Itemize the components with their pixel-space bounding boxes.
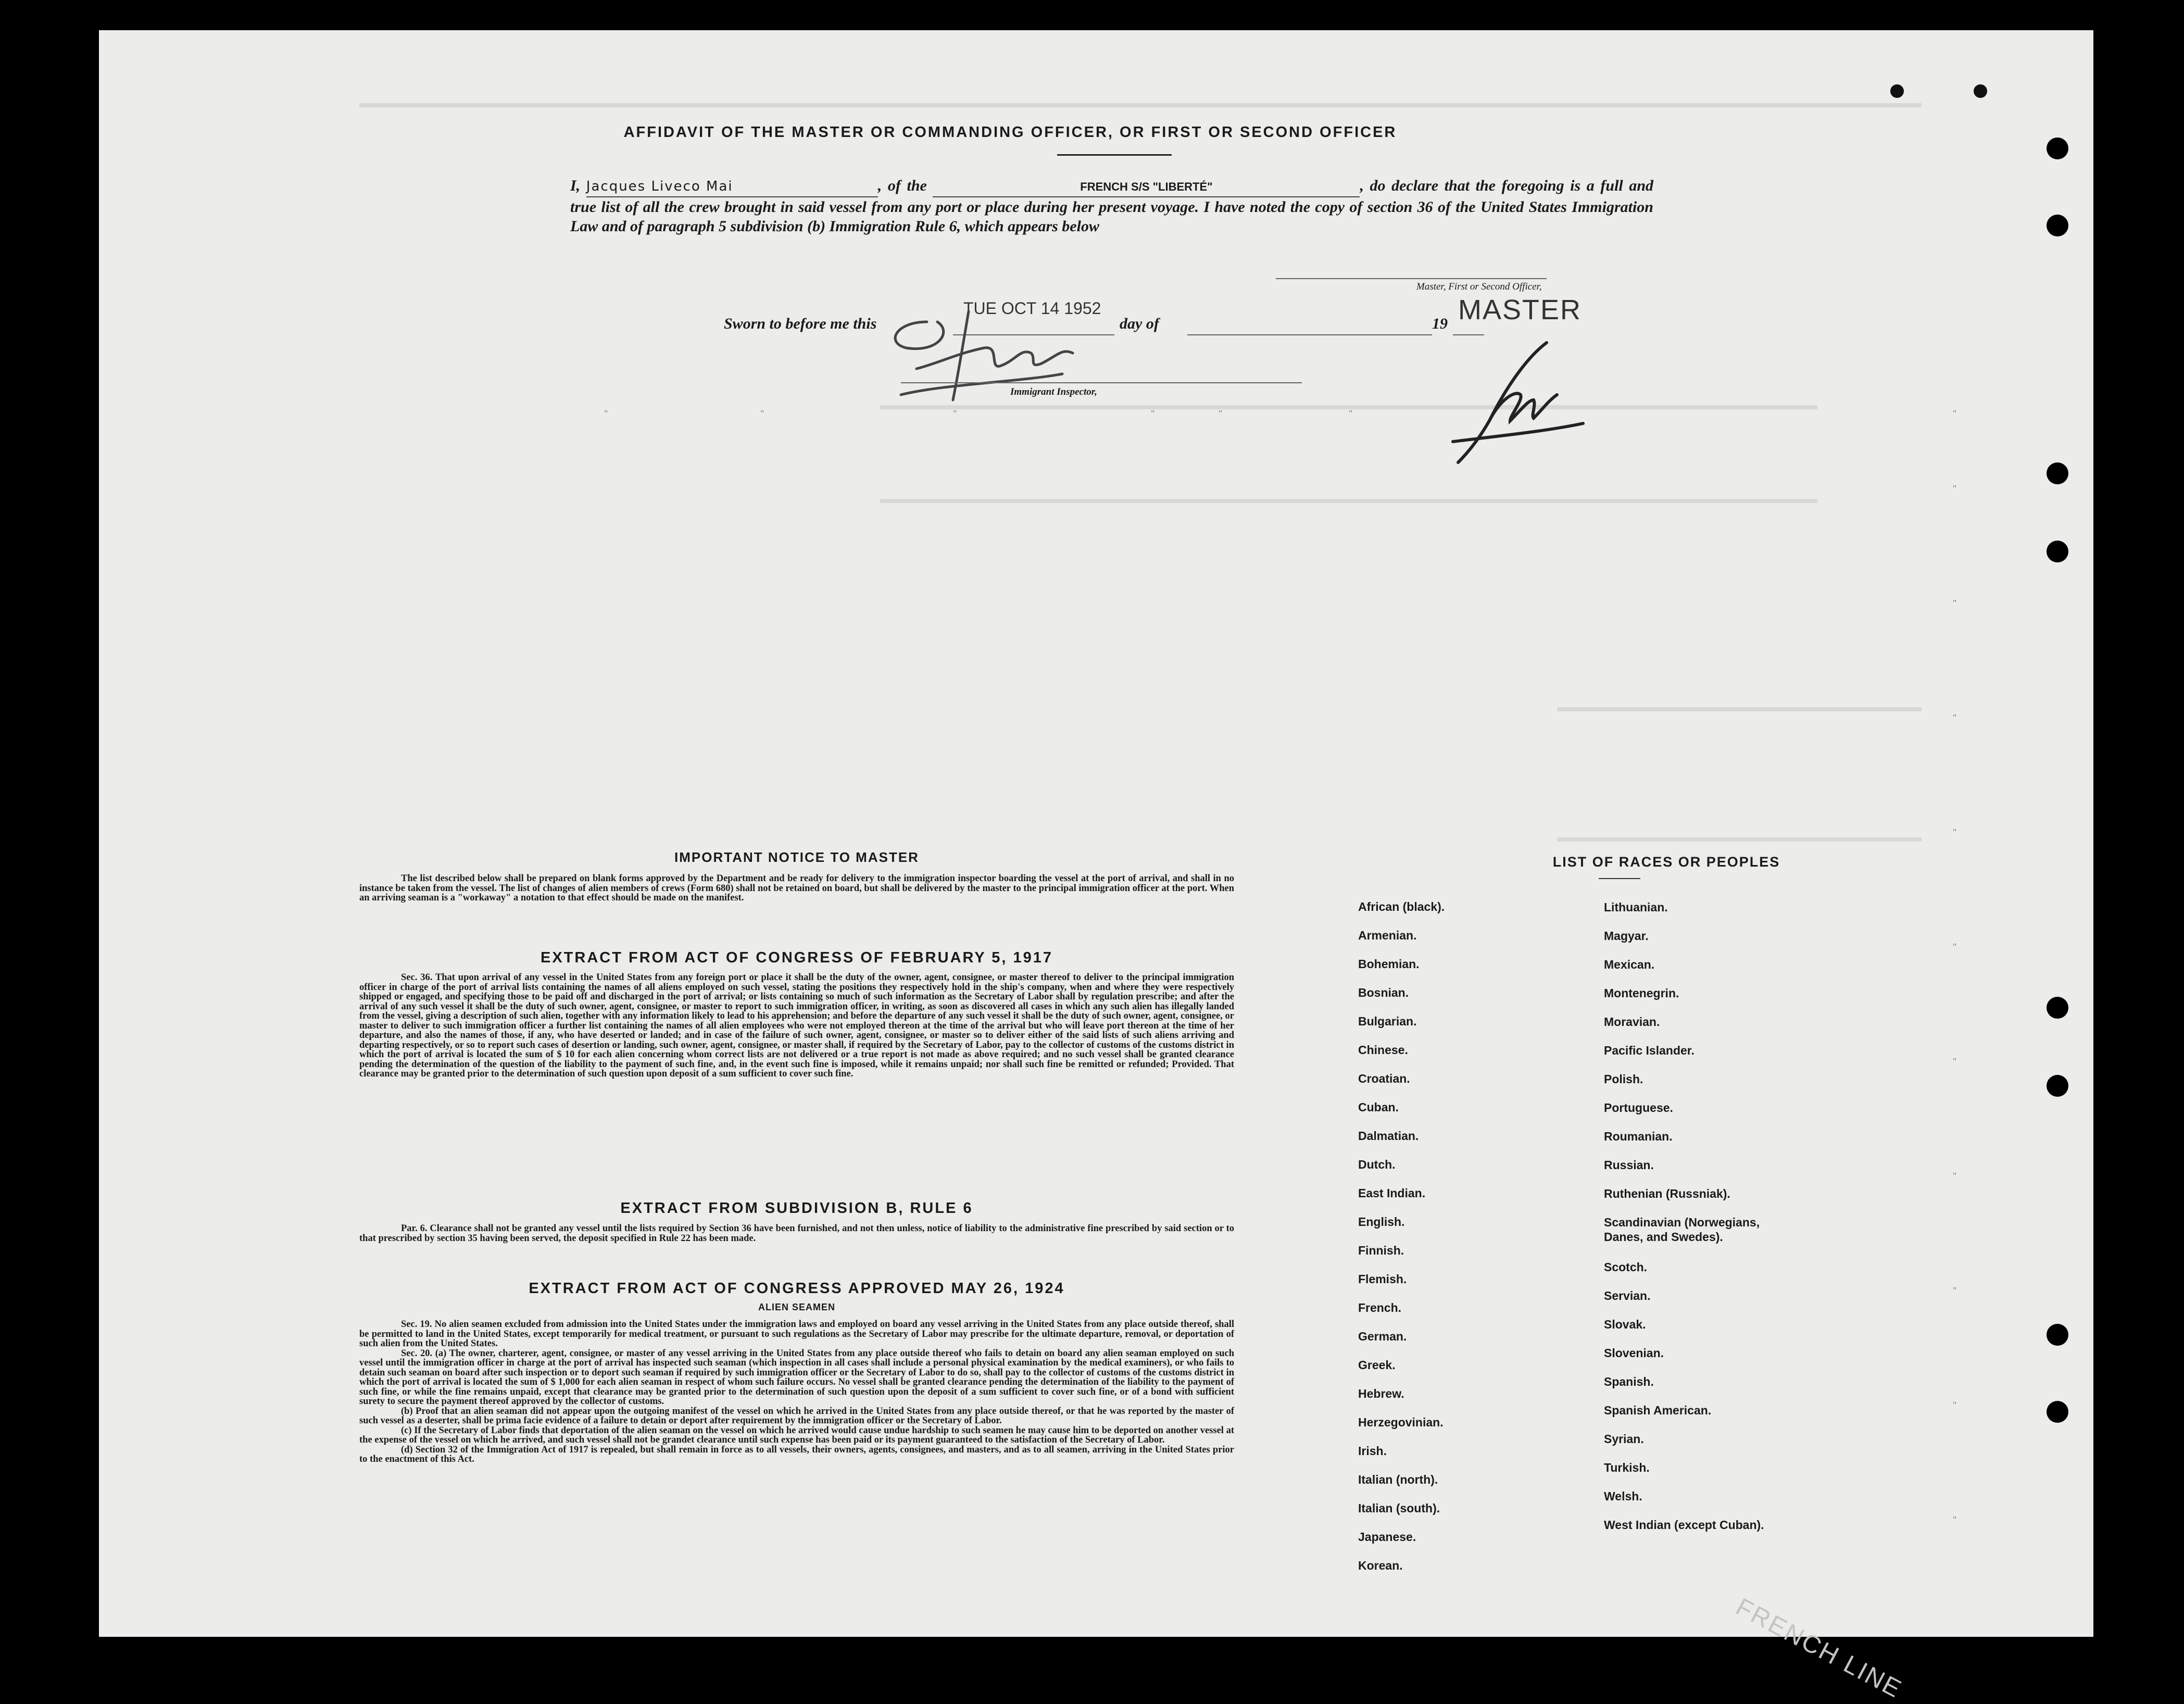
race-item: Spanish.	[1604, 1375, 1654, 1388]
pin-hole	[1890, 84, 1904, 98]
punch-hole	[2047, 541, 2068, 562]
race-item: Italian (south).	[1358, 1501, 1440, 1515]
ditto-mark: "	[1151, 408, 1155, 419]
date-stamp: TUE OCT 14 1952	[963, 299, 1101, 318]
race-item: Japanese.	[1358, 1530, 1416, 1544]
punch-hole	[2047, 462, 2068, 484]
race-item: Servian.	[1604, 1289, 1651, 1302]
race-item: Herzegovinian.	[1358, 1415, 1444, 1429]
punch-hole	[2047, 215, 2068, 236]
alien-seamen-subtitle: ALIEN SEAMEN	[758, 1302, 835, 1312]
ditto-mark: "	[1953, 1514, 1957, 1525]
race-item: Italian (north).	[1358, 1473, 1438, 1486]
ditto-mark: "	[1953, 827, 1957, 837]
punch-hole	[2047, 137, 2068, 159]
ditto-mark: "	[1953, 1400, 1957, 1410]
race-item: Armenian.	[1358, 929, 1417, 942]
ditto-mark: "	[1953, 712, 1957, 723]
punch-hole	[2047, 1075, 2068, 1097]
master-signature	[1432, 327, 1588, 468]
race-item: Cuban.	[1358, 1100, 1399, 1114]
ditto-mark: "	[1953, 483, 1957, 494]
sworn-line: Sworn to before me this	[724, 315, 877, 332]
race-item: Slovenian.	[1604, 1346, 1664, 1360]
race-item: French.	[1358, 1301, 1402, 1314]
notice-title: IMPORTANT NOTICE TO MASTER	[674, 849, 919, 865]
ditto-mark: "	[1953, 1285, 1957, 1296]
race-item: Roumanian.	[1604, 1130, 1673, 1143]
day-of-label: day of	[1120, 315, 1159, 332]
race-item: Dalmatian.	[1358, 1129, 1419, 1143]
race-item: Croatian.	[1358, 1072, 1410, 1085]
ditto-mark: "	[1953, 1056, 1957, 1067]
race-item: Chinese.	[1358, 1043, 1408, 1057]
ditto-mark: "	[953, 408, 957, 419]
affidavit-declaration: I, Jacques Liveco Mai , of the FRENCH S/S "LIBERTÉ" , do declare that the foregoing is a full and true list of all the crew brought in said vessel from any port or place during her present voyage. I have noted the copy of section 36 of the United States Immigration Law and of paragraph 5 subdivision (b) Immigration Rule 6, which appears below	[570, 177, 1654, 235]
race-item: Scotch.	[1604, 1260, 1648, 1274]
race-item: Turkish.	[1604, 1461, 1650, 1474]
race-item: West Indian (except Cuban).	[1604, 1518, 1764, 1532]
race-item: English.	[1358, 1215, 1405, 1229]
year-label: 19	[1432, 315, 1448, 332]
race-item: Polish.	[1604, 1072, 1643, 1086]
punch-hole	[2047, 997, 2068, 1019]
pin-hole	[1974, 84, 1987, 98]
rule-6-text: Par. 6. Clearance shall not be granted any vessel until the lists required by Section 36 have been furnished, and not then unless, notice of liability to the administrative fine prescribed by said section or to that prescribed by section 35 having been served, the deposit specified in Rule 22 has been made.	[359, 1223, 1234, 1244]
race-item: Pacific Islander.	[1604, 1044, 1695, 1057]
ditto-mark: "	[1953, 942, 1957, 952]
race-item: Spanish American.	[1604, 1404, 1712, 1417]
race-item: Russian.	[1604, 1158, 1654, 1172]
extract-1924-title: EXTRACT FROM ACT OF CONGRESS APPROVED MAY 26, 1924	[529, 1280, 1065, 1297]
race-item: Greek.	[1358, 1358, 1396, 1372]
race-item: African (black).	[1358, 900, 1445, 913]
race-item: Flemish.	[1358, 1272, 1407, 1286]
race-item: Irish.	[1358, 1444, 1387, 1458]
vessel-name-field: FRENCH S/S "LIBERTÉ"	[933, 177, 1360, 197]
punch-hole	[2047, 1324, 2068, 1346]
french-line-stamp: FRENCH LINE	[1731, 1593, 1907, 1704]
master-name-field: Jacques Liveco Mai	[586, 177, 878, 197]
inspector-label: Immigrant Inspector,	[1010, 386, 1097, 397]
race-item: East Indian.	[1358, 1186, 1426, 1200]
race-item: Bohemian.	[1358, 957, 1420, 971]
race-item: German.	[1358, 1330, 1407, 1343]
race-item: Lithuanian.	[1604, 900, 1668, 914]
document-page	[99, 30, 2093, 1704]
race-item: Finnish.	[1358, 1244, 1404, 1257]
race-item: Montenegrin.	[1604, 986, 1679, 1000]
race-item: Ruthenian (Russniak).	[1604, 1187, 1730, 1200]
extract-1917-text: Sec. 36. That upon arrival of any vessel in the United States from any foreign port or place it shall be the duty of the owner, agent, consignee, or master thereof to deliver to the principal immigration officer in charge of the port of arrival lists containing the names of all aliens employed on such vessel, stating the positions they respectively hold in the ship's company, when and where they were respectively shipped or engaged, and specifying those to be paid off and discharged in the port of arrival; or lists containing so much of such information as the Secretary of Labor shall by regulation prescribe; and after the arrival of any such vessel it shall be the duty of such owner, agent, consignee, or master to report to such immigration officer, in writing, as soon as discovered all cases in which any such alien has illegally landed from the vessel, giving a description of such alien, together with any information likely to lead to his apprehension; and before the departure of any such vessel it shall be the duty of such owner, agent, consignee, or master to deliver to such immigration officer a further list containing the names of all alien employees who were not employed thereon at the time of the arrival but who will leave port thereon at the time of her departure, and also the names of those, if any, who have deserted or landed; and in case of the failure of such owner, agent, consignee, or master so to deliver either of the said lists of such aliens arriving and departing respectively, or so to report such cases of desertion or landing, such owner, agent, consignee, or master shall, if required by the Secretary of Labor, pay to the collector of customs of the customs district in which the port of arrival is located the sum of $ 10 for each alien concerning whom correct lists are not delivered or a true report is not made as above required; and no such vessel shall be granted clearance pending the determination of the question of the liability to the payment of such fine, and, in the event such fine is imposed, while it remains unpaid; nor shall such fine be remitted or refunded; Provided. That clearance may be granted prior to the determination of such question upon deposit of a sum sufficient to cover such fine.	[359, 972, 1234, 1079]
master-stamp: MASTER	[1458, 294, 1582, 325]
race-item: Hebrew.	[1358, 1387, 1404, 1400]
inspector-signature	[864, 291, 1135, 421]
race-item: Welsh.	[1604, 1489, 1642, 1503]
race-item: Bosnian.	[1358, 986, 1409, 999]
race-item: Scandinavian (Norwegians, Danes, and Swedes).	[1604, 1216, 1760, 1244]
race-item: Magyar.	[1604, 929, 1649, 943]
extract-1924-text: Sec. 19. No alien seamen excluded from admission into the United States under the immigration laws and employed on board any vessel arriving in the United States from any place outside thereof, shall be permitted to land in the United States, except temporarily for medical treatment, or pursuant to such regulations as the Secretary of Labor may prescribe for the ultimate departure, removal, or deportation of such alien from the United States. Sec. 20. (a) The owner, charterer, agent, consignee, or master of any vessel arriving in the United States from any place outside thereof who fails to detain on board any alien seaman employed on such vessel until the immigration officer in charge at the port of arrival has inspected such seaman (which inspection in all cases shall include a personal physical examination by the medical examiners), or who fails to detain such seaman on board after such inspection or to deport such seaman if required by such immigration officer or the Secretary of Labor to do so, shall pay to the collector of customs of the customs district in which the port of arrival is located the sum of $ 1,000 for each alien seaman in respect of whom such failure occurs. No vessel shall be granted clearance pending the determination of the liability to the payment of such fine, or while the fine remains unpaid, except that clearance may be granted prior to the determination of such question upon the deposit of a sum sufficient to cover such fine, or of a bond with sufficient surety to secure the payment thereof approved by the collector of customs. (b) Proof that an alien seaman did not appear upon the outgoing manifest of the vessel on which he arrived in the United States from any place outside thereof, or that he was reported by the master of such vessel as a deserter, shall be prima facie evidence of a failure to detain or deport after requirement by the immigration officer or the Secretary of Labor. (c) If the Secretary of Labor finds that deportation of the alien seaman on the vessel on which he arrived would cause undue hardship to such seamen he may cause him to be deported on another vessel at the expense of the vessel on which he arrived, and such vessel shall not be grandet clearance until such expense has been paid or its payment guaranteed to the satisfaction of the Secretary of Labor. (d) Section 32 of the Immigration Act of 1917 is repealed, but shall remain in force as to all vessels, their owners, agents, consignees, and masters, and as to all seamen, arriving in the United States prior to the enactment of this Act.	[359, 1319, 1234, 1464]
ditto-mark: "	[1349, 408, 1353, 419]
race-item: Moravian.	[1604, 1015, 1660, 1029]
affidavit-title: AFFIDAVIT OF THE MASTER OR COMMANDING OFFICER, OR FIRST OR SECOND OFFICER	[623, 124, 1397, 141]
ditto-mark: "	[604, 408, 608, 419]
races-title: LIST OF RACES OR PEOPLES	[1552, 854, 1780, 870]
race-item: Mexican.	[1604, 958, 1655, 971]
ditto-mark: "	[1953, 1171, 1957, 1181]
race-item: Syrian.	[1604, 1432, 1644, 1446]
ditto-mark: "	[1953, 408, 1957, 419]
race-item: Korean.	[1358, 1559, 1403, 1572]
master-signature-label: Master, First or Second Officer,	[1416, 281, 1542, 292]
rule-6-title: EXTRACT FROM SUBDIVISION B, RULE 6	[620, 1200, 973, 1217]
punch-hole	[2047, 1401, 2068, 1423]
ditto-mark: "	[760, 408, 764, 419]
race-item: Bulgarian.	[1358, 1014, 1417, 1028]
ditto-mark: "	[1953, 598, 1957, 608]
extract-1917-title: EXTRACT FROM ACT OF CONGRESS OF FEBRUARY 5, 1917	[540, 949, 1053, 966]
race-item: Dutch.	[1358, 1158, 1396, 1171]
notice-text: The list described below shall be prepared on blank forms approved by the Department and be ready for delivery to the immigration inspector boarding the vessel at the port of arrival, and shall in no instance be taken from the vessel. The list of changes of alien members of crews (Form 680) shall not be retained on board, but shall be delivered by the master to the principal immigration officer at the port. When an arriving seaman is a "workaway" a notation to that effect should be made on the manifest.	[359, 873, 1234, 903]
race-item: Slovak.	[1604, 1318, 1646, 1331]
race-item: Portuguese.	[1604, 1101, 1673, 1114]
ditto-mark: "	[1219, 408, 1223, 419]
